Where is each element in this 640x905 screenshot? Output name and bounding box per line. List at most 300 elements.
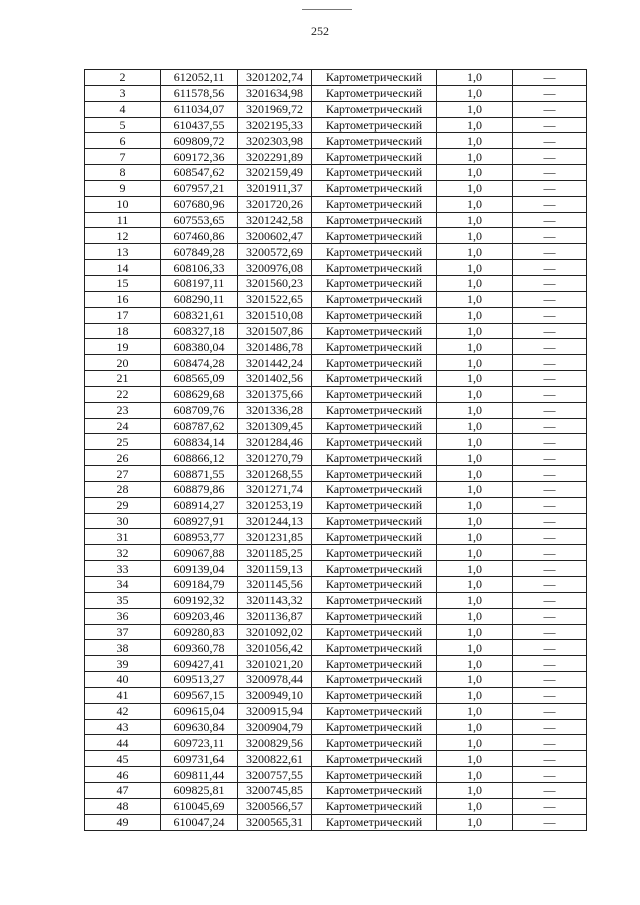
description-cell: — (513, 450, 587, 466)
x-coordinate-cell: 609825,81 (161, 782, 238, 798)
point-number-cell: 31 (85, 529, 161, 545)
table-row (85, 149, 587, 165)
accuracy-cell: 1,0 (437, 355, 513, 371)
description-cell: — (513, 339, 587, 355)
description-cell: — (513, 481, 587, 497)
description-cell: — (513, 751, 587, 767)
point-number-cell: 2 (85, 70, 161, 86)
y-coordinate-cell: 3200949,10 (238, 687, 312, 703)
method-cell: Картометрический (312, 735, 437, 751)
description-cell: — (513, 355, 587, 371)
y-coordinate-cell: 3201092,02 (238, 624, 312, 640)
accuracy-cell: 1,0 (437, 481, 513, 497)
table-row (85, 117, 587, 133)
point-number-cell: 11 (85, 212, 161, 228)
x-coordinate-cell: 609513,27 (161, 672, 238, 688)
y-coordinate-cell: 3200602,47 (238, 228, 312, 244)
point-number-cell: 41 (85, 687, 161, 703)
accuracy-cell: 1,0 (437, 70, 513, 86)
point-number-cell: 26 (85, 450, 161, 466)
table-row (85, 371, 587, 387)
table-row (85, 719, 587, 735)
description-cell: — (513, 513, 587, 529)
description-cell: — (513, 323, 587, 339)
table-row (85, 592, 587, 608)
y-coordinate-cell: 3202159,49 (238, 165, 312, 181)
point-number-cell: 15 (85, 275, 161, 291)
x-coordinate-cell: 607957,21 (161, 180, 238, 196)
accuracy-cell: 1,0 (437, 244, 513, 260)
description-cell: — (513, 672, 587, 688)
method-cell: Картометрический (312, 117, 437, 133)
method-cell: Картометрический (312, 798, 437, 814)
table-row (85, 672, 587, 688)
accuracy-cell: 1,0 (437, 466, 513, 482)
table-row (85, 481, 587, 497)
point-number-cell: 22 (85, 386, 161, 402)
y-coordinate-cell: 3200757,55 (238, 767, 312, 783)
accuracy-cell: 1,0 (437, 624, 513, 640)
y-coordinate-cell: 3201136,87 (238, 608, 312, 624)
description-cell: — (513, 466, 587, 482)
x-coordinate-cell: 610047,24 (161, 814, 238, 830)
y-coordinate-cell: 3201244,13 (238, 513, 312, 529)
table-row (85, 450, 587, 466)
table-row (85, 529, 587, 545)
x-coordinate-cell: 609427,41 (161, 656, 238, 672)
point-number-cell: 25 (85, 434, 161, 450)
description-cell: — (513, 640, 587, 656)
x-coordinate-cell: 609067,88 (161, 545, 238, 561)
y-coordinate-cell: 3200566,57 (238, 798, 312, 814)
description-cell: — (513, 228, 587, 244)
description-cell: — (513, 180, 587, 196)
point-number-cell: 43 (85, 719, 161, 735)
y-coordinate-cell: 3200904,79 (238, 719, 312, 735)
point-number-cell: 48 (85, 798, 161, 814)
table-row (85, 196, 587, 212)
x-coordinate-cell: 609567,15 (161, 687, 238, 703)
x-coordinate-cell: 609192,32 (161, 592, 238, 608)
y-coordinate-cell: 3201145,56 (238, 577, 312, 593)
table-row (85, 751, 587, 767)
accuracy-cell: 1,0 (437, 656, 513, 672)
y-coordinate-cell: 3201911,37 (238, 180, 312, 196)
description-cell: — (513, 418, 587, 434)
x-coordinate-cell: 608327,18 (161, 323, 238, 339)
description-cell: — (513, 70, 587, 86)
description-cell: — (513, 244, 587, 260)
accuracy-cell: 1,0 (437, 798, 513, 814)
y-coordinate-cell: 3200976,08 (238, 260, 312, 276)
accuracy-cell: 1,0 (437, 767, 513, 783)
x-coordinate-cell: 611034,07 (161, 101, 238, 117)
y-coordinate-cell: 3201021,20 (238, 656, 312, 672)
table-row (85, 798, 587, 814)
x-coordinate-cell: 611578,56 (161, 85, 238, 101)
x-coordinate-cell: 608321,61 (161, 307, 238, 323)
point-number-cell: 30 (85, 513, 161, 529)
x-coordinate-cell: 609811,44 (161, 767, 238, 783)
method-cell: Картометрический (312, 323, 437, 339)
accuracy-cell: 1,0 (437, 782, 513, 798)
point-number-cell: 34 (85, 577, 161, 593)
point-number-cell: 3 (85, 85, 161, 101)
accuracy-cell: 1,0 (437, 165, 513, 181)
y-coordinate-cell: 3202303,98 (238, 133, 312, 149)
table-row (85, 355, 587, 371)
accuracy-cell: 1,0 (437, 228, 513, 244)
table-row (85, 561, 587, 577)
method-cell: Картометрический (312, 497, 437, 513)
x-coordinate-cell: 608106,33 (161, 260, 238, 276)
x-coordinate-cell: 609203,46 (161, 608, 238, 624)
x-coordinate-cell: 609184,79 (161, 577, 238, 593)
table-row (85, 180, 587, 196)
table-row (85, 466, 587, 482)
method-cell: Картометрический (312, 228, 437, 244)
point-number-cell: 42 (85, 703, 161, 719)
method-cell: Картометрический (312, 434, 437, 450)
table-row (85, 260, 587, 276)
accuracy-cell: 1,0 (437, 450, 513, 466)
point-number-cell: 17 (85, 307, 161, 323)
accuracy-cell: 1,0 (437, 719, 513, 735)
y-coordinate-cell: 3201969,72 (238, 101, 312, 117)
point-number-cell: 14 (85, 260, 161, 276)
accuracy-cell: 1,0 (437, 418, 513, 434)
table-row (85, 624, 587, 640)
page-number: 252 (311, 24, 329, 38)
point-number-cell: 5 (85, 117, 161, 133)
method-cell: Картометрический (312, 275, 437, 291)
point-number-cell: 18 (85, 323, 161, 339)
x-coordinate-cell: 609139,04 (161, 561, 238, 577)
description-cell: — (513, 196, 587, 212)
description-cell: — (513, 782, 587, 798)
method-cell: Картометрический (312, 180, 437, 196)
table-row (85, 339, 587, 355)
table-row (85, 323, 587, 339)
description-cell: — (513, 133, 587, 149)
method-cell: Картометрический (312, 101, 437, 117)
description-cell: — (513, 529, 587, 545)
point-number-cell: 10 (85, 196, 161, 212)
y-coordinate-cell: 3201309,45 (238, 418, 312, 434)
y-coordinate-cell: 3201522,65 (238, 291, 312, 307)
description-cell: — (513, 577, 587, 593)
y-coordinate-cell: 3202291,89 (238, 149, 312, 165)
table-row (85, 244, 587, 260)
table-row (85, 434, 587, 450)
x-coordinate-cell: 608834,14 (161, 434, 238, 450)
accuracy-cell: 1,0 (437, 497, 513, 513)
accuracy-cell: 1,0 (437, 291, 513, 307)
method-cell: Картометрический (312, 212, 437, 228)
method-cell: Картометрический (312, 672, 437, 688)
y-coordinate-cell: 3201402,56 (238, 371, 312, 387)
method-cell: Картометрический (312, 450, 437, 466)
x-coordinate-cell: 608547,62 (161, 165, 238, 181)
table-row (85, 85, 587, 101)
y-coordinate-cell: 3201242,58 (238, 212, 312, 228)
description-cell: — (513, 85, 587, 101)
method-cell: Картометрический (312, 751, 437, 767)
description-cell: — (513, 371, 587, 387)
accuracy-cell: 1,0 (437, 561, 513, 577)
y-coordinate-cell: 3201634,98 (238, 85, 312, 101)
accuracy-cell: 1,0 (437, 577, 513, 593)
point-number-cell: 36 (85, 608, 161, 624)
y-coordinate-cell: 3201284,46 (238, 434, 312, 450)
x-coordinate-cell: 607680,96 (161, 196, 238, 212)
accuracy-cell: 1,0 (437, 687, 513, 703)
y-coordinate-cell: 3201336,28 (238, 402, 312, 418)
table-row (85, 687, 587, 703)
coordinates-table-body (85, 70, 587, 831)
point-number-cell: 38 (85, 640, 161, 656)
description-cell: — (513, 260, 587, 276)
accuracy-cell: 1,0 (437, 212, 513, 228)
method-cell: Картометрический (312, 196, 437, 212)
description-cell: — (513, 656, 587, 672)
point-number-cell: 6 (85, 133, 161, 149)
table-row (85, 386, 587, 402)
point-number-cell: 37 (85, 624, 161, 640)
table-row (85, 767, 587, 783)
description-cell: — (513, 117, 587, 133)
table-row (85, 577, 587, 593)
method-cell: Картометрический (312, 466, 437, 482)
y-coordinate-cell: 3200745,85 (238, 782, 312, 798)
method-cell: Картометрический (312, 640, 437, 656)
x-coordinate-cell: 609360,78 (161, 640, 238, 656)
y-coordinate-cell: 3201268,55 (238, 466, 312, 482)
point-number-cell: 44 (85, 735, 161, 751)
point-number-cell: 47 (85, 782, 161, 798)
accuracy-cell: 1,0 (437, 323, 513, 339)
point-number-cell: 32 (85, 545, 161, 561)
method-cell: Картометрический (312, 481, 437, 497)
y-coordinate-cell: 3200829,56 (238, 735, 312, 751)
y-coordinate-cell: 3201375,66 (238, 386, 312, 402)
description-cell: — (513, 402, 587, 418)
table-row (85, 291, 587, 307)
x-coordinate-cell: 608914,27 (161, 497, 238, 513)
description-cell: — (513, 608, 587, 624)
accuracy-cell: 1,0 (437, 275, 513, 291)
point-number-cell: 13 (85, 244, 161, 260)
x-coordinate-cell: 609731,64 (161, 751, 238, 767)
table-row (85, 814, 587, 830)
table-row (85, 212, 587, 228)
y-coordinate-cell: 3201270,79 (238, 450, 312, 466)
accuracy-cell: 1,0 (437, 101, 513, 117)
accuracy-cell: 1,0 (437, 307, 513, 323)
method-cell: Картометрический (312, 291, 437, 307)
point-number-cell: 12 (85, 228, 161, 244)
y-coordinate-cell: 3201271,74 (238, 481, 312, 497)
method-cell: Картометрический (312, 561, 437, 577)
method-cell: Картометрический (312, 149, 437, 165)
accuracy-cell: 1,0 (437, 434, 513, 450)
accuracy-cell: 1,0 (437, 672, 513, 688)
y-coordinate-cell: 3201159,13 (238, 561, 312, 577)
accuracy-cell: 1,0 (437, 133, 513, 149)
method-cell: Картометрический (312, 133, 437, 149)
point-number-cell: 21 (85, 371, 161, 387)
description-cell: — (513, 386, 587, 402)
y-coordinate-cell: 3201056,42 (238, 640, 312, 656)
point-number-cell: 29 (85, 497, 161, 513)
table-row (85, 70, 587, 86)
point-number-cell: 49 (85, 814, 161, 830)
method-cell: Картометрический (312, 687, 437, 703)
x-coordinate-cell: 608709,76 (161, 402, 238, 418)
point-number-cell: 40 (85, 672, 161, 688)
method-cell: Картометрический (312, 592, 437, 608)
table-row (85, 513, 587, 529)
coordinates-table (84, 69, 587, 831)
point-number-cell: 24 (85, 418, 161, 434)
method-cell: Картометрический (312, 371, 437, 387)
table-row (85, 735, 587, 751)
method-cell: Картометрический (312, 307, 437, 323)
x-coordinate-cell: 608380,04 (161, 339, 238, 355)
accuracy-cell: 1,0 (437, 180, 513, 196)
point-number-cell: 33 (85, 561, 161, 577)
method-cell: Картометрический (312, 513, 437, 529)
x-coordinate-cell: 608629,68 (161, 386, 238, 402)
x-coordinate-cell: 608197,11 (161, 275, 238, 291)
description-cell: — (513, 212, 587, 228)
description-cell: — (513, 703, 587, 719)
accuracy-cell: 1,0 (437, 592, 513, 608)
method-cell: Картометрический (312, 244, 437, 260)
accuracy-cell: 1,0 (437, 85, 513, 101)
accuracy-cell: 1,0 (437, 117, 513, 133)
x-coordinate-cell: 610045,69 (161, 798, 238, 814)
method-cell: Картометрический (312, 260, 437, 276)
table-row (85, 656, 587, 672)
accuracy-cell: 1,0 (437, 608, 513, 624)
method-cell: Картометрический (312, 814, 437, 830)
table-row (85, 640, 587, 656)
point-number-cell: 4 (85, 101, 161, 117)
method-cell: Картометрический (312, 767, 437, 783)
description-cell: — (513, 561, 587, 577)
method-cell: Картометрический (312, 339, 437, 355)
top-rule (302, 9, 352, 10)
point-number-cell: 23 (85, 402, 161, 418)
x-coordinate-cell: 608787,62 (161, 418, 238, 434)
x-coordinate-cell: 608866,12 (161, 450, 238, 466)
point-number-cell: 45 (85, 751, 161, 767)
accuracy-cell: 1,0 (437, 545, 513, 561)
method-cell: Картометрический (312, 545, 437, 561)
table-row (85, 497, 587, 513)
point-number-cell: 28 (85, 481, 161, 497)
accuracy-cell: 1,0 (437, 513, 513, 529)
x-coordinate-cell: 608927,91 (161, 513, 238, 529)
accuracy-cell: 1,0 (437, 402, 513, 418)
x-coordinate-cell: 609809,72 (161, 133, 238, 149)
description-cell: — (513, 687, 587, 703)
y-coordinate-cell: 3201253,19 (238, 497, 312, 513)
point-number-cell: 27 (85, 466, 161, 482)
accuracy-cell: 1,0 (437, 260, 513, 276)
point-number-cell: 39 (85, 656, 161, 672)
point-number-cell: 16 (85, 291, 161, 307)
point-number-cell: 9 (85, 180, 161, 196)
description-cell: — (513, 149, 587, 165)
y-coordinate-cell: 3200978,44 (238, 672, 312, 688)
y-coordinate-cell: 3201185,25 (238, 545, 312, 561)
x-coordinate-cell: 610437,55 (161, 117, 238, 133)
x-coordinate-cell: 607460,86 (161, 228, 238, 244)
description-cell: — (513, 767, 587, 783)
accuracy-cell: 1,0 (437, 751, 513, 767)
accuracy-cell: 1,0 (437, 149, 513, 165)
method-cell: Картометрический (312, 577, 437, 593)
accuracy-cell: 1,0 (437, 196, 513, 212)
x-coordinate-cell: 608474,28 (161, 355, 238, 371)
method-cell: Картометрический (312, 402, 437, 418)
accuracy-cell: 1,0 (437, 529, 513, 545)
point-number-cell: 20 (85, 355, 161, 371)
table-row (85, 418, 587, 434)
table-row (85, 703, 587, 719)
method-cell: Картометрический (312, 656, 437, 672)
x-coordinate-cell: 608565,09 (161, 371, 238, 387)
accuracy-cell: 1,0 (437, 703, 513, 719)
y-coordinate-cell: 3200565,31 (238, 814, 312, 830)
description-cell: — (513, 434, 587, 450)
accuracy-cell: 1,0 (437, 640, 513, 656)
description-cell: — (513, 735, 587, 751)
table-row (85, 545, 587, 561)
table-row (85, 228, 587, 244)
method-cell: Картометрический (312, 386, 437, 402)
description-cell: — (513, 291, 587, 307)
x-coordinate-cell: 608871,55 (161, 466, 238, 482)
x-coordinate-cell: 609630,84 (161, 719, 238, 735)
y-coordinate-cell: 3201510,08 (238, 307, 312, 323)
point-number-cell: 35 (85, 592, 161, 608)
description-cell: — (513, 624, 587, 640)
accuracy-cell: 1,0 (437, 386, 513, 402)
y-coordinate-cell: 3201486,78 (238, 339, 312, 355)
table-row (85, 101, 587, 117)
method-cell: Картометрический (312, 608, 437, 624)
description-cell: — (513, 592, 587, 608)
table-row (85, 782, 587, 798)
description-cell: — (513, 719, 587, 735)
y-coordinate-cell: 3200915,94 (238, 703, 312, 719)
y-coordinate-cell: 3201507,86 (238, 323, 312, 339)
y-coordinate-cell: 3201442,24 (238, 355, 312, 371)
x-coordinate-cell: 607849,28 (161, 244, 238, 260)
description-cell: — (513, 814, 587, 830)
y-coordinate-cell: 3201720,26 (238, 196, 312, 212)
y-coordinate-cell: 3201143,32 (238, 592, 312, 608)
x-coordinate-cell: 608879,86 (161, 481, 238, 497)
point-number-cell: 19 (85, 339, 161, 355)
table-row (85, 275, 587, 291)
x-coordinate-cell: 608953,77 (161, 529, 238, 545)
description-cell: — (513, 275, 587, 291)
method-cell: Картометрический (312, 165, 437, 181)
